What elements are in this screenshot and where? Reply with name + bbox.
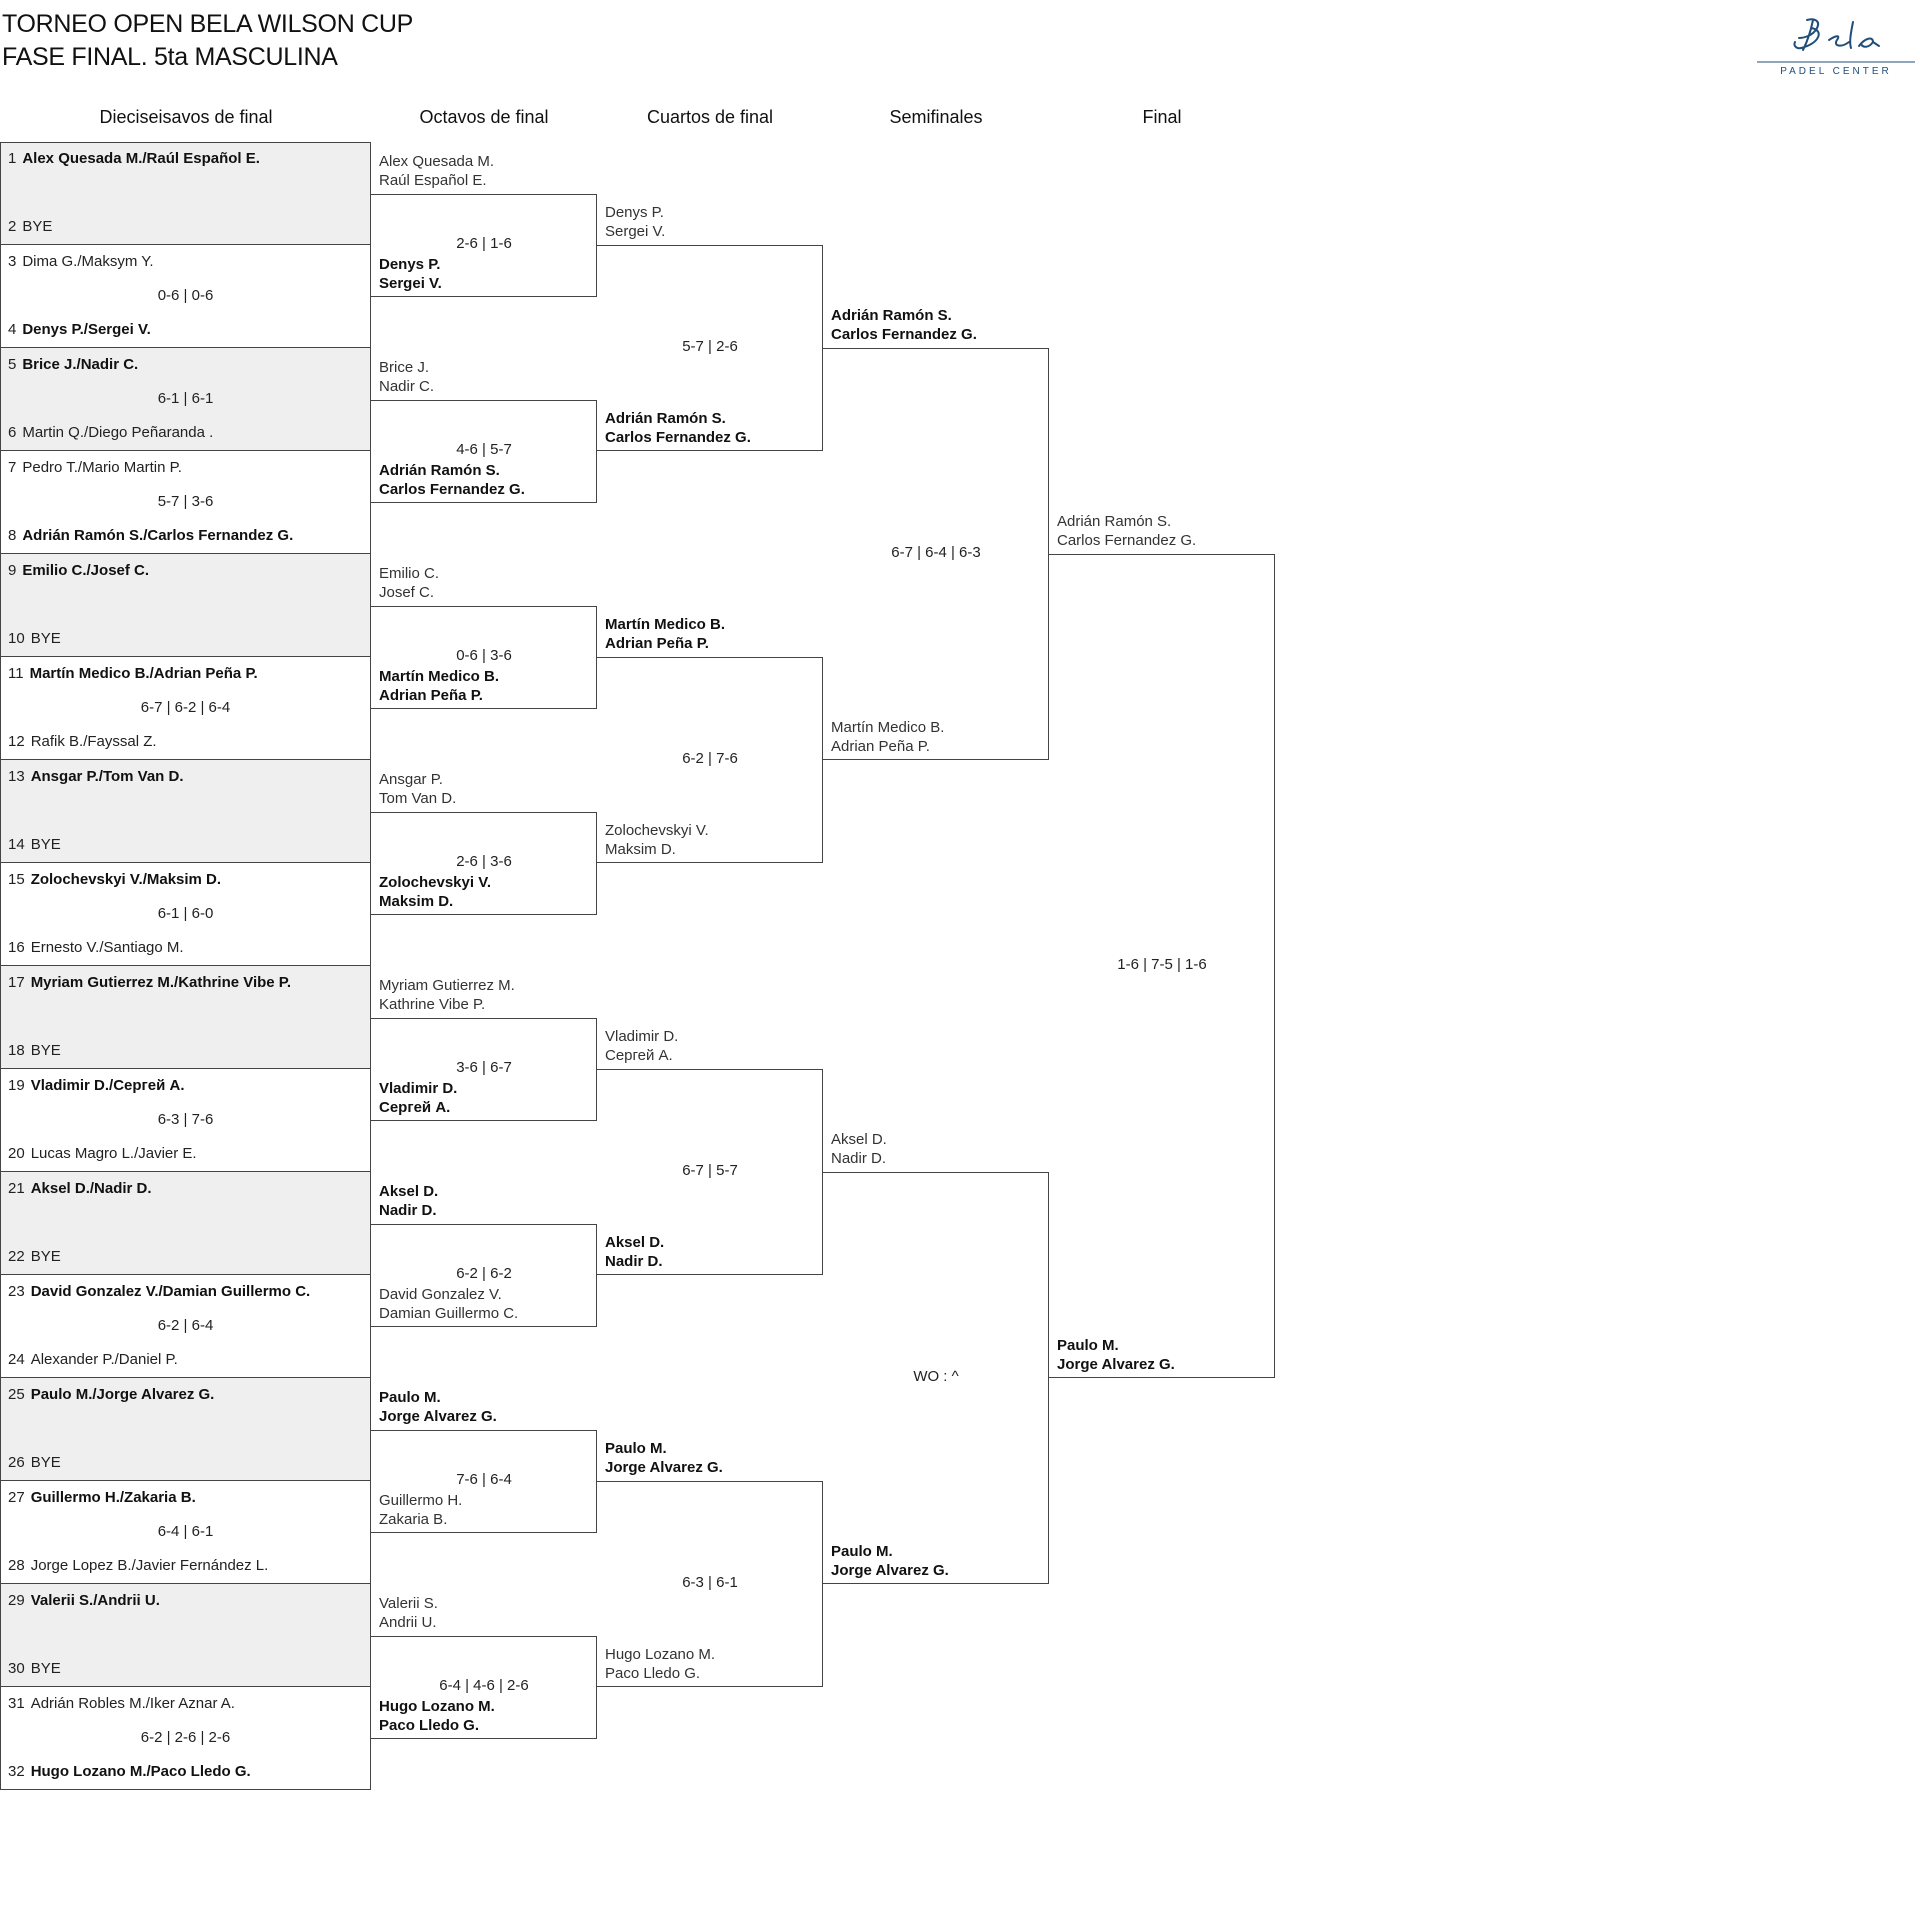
player-name: Ansgar P. bbox=[379, 770, 443, 788]
player-name: Adrian Peña P. bbox=[605, 635, 709, 652]
player-name: Zakaria B. bbox=[379, 1510, 448, 1528]
player-name: Adrian Peña P. bbox=[379, 686, 483, 704]
seed-number: 5 bbox=[8, 356, 17, 373]
round-header-2: Octavos de final bbox=[419, 107, 549, 127]
seed-number: 14 bbox=[8, 836, 25, 853]
seed-number: 9 bbox=[8, 562, 17, 579]
seed-number: 25 bbox=[8, 1386, 25, 1403]
team-entry[interactable] bbox=[379, 1182, 438, 1220]
seed-number: 11 bbox=[8, 665, 24, 682]
team-entry[interactable] bbox=[379, 770, 456, 808]
team-entry[interactable] bbox=[8, 1283, 310, 1300]
player-name: Sergei V. bbox=[605, 223, 666, 240]
team-entry[interactable] bbox=[8, 218, 52, 235]
player-name: Maksim D. bbox=[379, 892, 454, 910]
team-name: Dima G./Maksym Y. bbox=[22, 253, 154, 270]
match-score: 6-2 | 6-2 bbox=[456, 1265, 512, 1282]
match-score: 5-7 | 2-6 bbox=[682, 338, 738, 355]
team-entry[interactable] bbox=[8, 1454, 61, 1471]
match-score: 5-7 | 3-6 bbox=[157, 493, 214, 510]
team-entry[interactable] bbox=[8, 1145, 197, 1162]
round-header-1: Dieciseisavos de final bbox=[99, 107, 273, 127]
team-name: Martín Medico B./Adrian Peña P. bbox=[29, 665, 258, 682]
team-entry[interactable] bbox=[8, 1592, 160, 1609]
match-score: 6-4 | 6-1 bbox=[157, 1523, 214, 1540]
team-entry[interactable] bbox=[8, 871, 221, 888]
team-name: Rafik B./Fayssal Z. bbox=[30, 733, 157, 750]
player-name: Nadir D. bbox=[379, 1201, 437, 1219]
player-name: Paco Lledo G. bbox=[379, 1716, 480, 1734]
match-score: 6-7 | 5-7 bbox=[682, 1162, 738, 1179]
team-name: Vladimir D./Сергей А. bbox=[30, 1077, 185, 1094]
player-name: Aksel D. bbox=[831, 1131, 887, 1148]
match-score: 6-2 | 2-6 | 2-6 bbox=[140, 1729, 231, 1746]
seed-number: 27 bbox=[8, 1489, 25, 1506]
player-name: Carlos Fernandez G. bbox=[831, 326, 977, 343]
team-name: Lucas Magro L./Javier E. bbox=[30, 1145, 197, 1162]
team-entry[interactable] bbox=[8, 836, 61, 853]
team-name: Valerii S./Andrii U. bbox=[30, 1592, 160, 1609]
player-name: Paulo M. bbox=[605, 1440, 667, 1457]
player-name: Brice J. bbox=[379, 358, 430, 376]
team-entry[interactable] bbox=[8, 939, 184, 956]
team-entry[interactable] bbox=[1057, 1336, 1175, 1374]
team-entry[interactable] bbox=[8, 1077, 185, 1094]
seed-number: 8 bbox=[8, 527, 17, 544]
match-score: 6-7 | 6-2 | 6-4 bbox=[140, 699, 231, 716]
round-header-3: Cuartos de final bbox=[646, 107, 774, 127]
seed-number: 3 bbox=[8, 253, 17, 270]
player-name: Сергей А. bbox=[605, 1047, 673, 1064]
player-name: Carlos Fernandez G. bbox=[605, 429, 751, 446]
match-score: 6-7 | 6-4 | 6-3 bbox=[891, 544, 981, 561]
team-name: Brice J./Nadir C. bbox=[22, 356, 139, 373]
seed-number: 6 bbox=[8, 424, 17, 441]
team-entry[interactable] bbox=[8, 665, 258, 682]
match-score: 6-3 | 7-6 bbox=[157, 1111, 214, 1128]
match-score: 6-1 | 6-1 bbox=[157, 390, 214, 407]
seed-number: 22 bbox=[8, 1248, 25, 1265]
team-entry[interactable] bbox=[379, 1388, 497, 1426]
player-name: Vladimir D. bbox=[605, 1028, 679, 1045]
player-name: Adrián Ramón S. bbox=[605, 410, 726, 427]
team-entry[interactable] bbox=[1057, 512, 1196, 550]
team-entry[interactable] bbox=[831, 306, 977, 344]
team-entry[interactable] bbox=[8, 974, 291, 991]
team-name: BYE bbox=[30, 836, 61, 853]
seed-number: 19 bbox=[8, 1077, 25, 1094]
seed-number: 32 bbox=[8, 1763, 25, 1780]
player-name: Emilio C. bbox=[379, 564, 440, 582]
seed-number: 13 bbox=[8, 768, 25, 785]
seed-number: 4 bbox=[8, 321, 17, 338]
team-name: Jorge Lopez B./Javier Fernández L. bbox=[30, 1557, 269, 1574]
player-name: Zolochevskyi V. bbox=[605, 822, 709, 839]
match-score: 4-6 | 5-7 bbox=[456, 441, 512, 458]
player-name: Tom Van D. bbox=[379, 789, 457, 807]
team-entry[interactable] bbox=[831, 718, 944, 756]
player-name: Damian Guillermo C. bbox=[379, 1304, 519, 1322]
player-name: Adrián Ramón S. bbox=[1057, 513, 1172, 530]
match-score: 6-4 | 4-6 | 2-6 bbox=[439, 1677, 529, 1694]
team-name: Guillermo H./Zakaria B. bbox=[30, 1489, 196, 1506]
seed-number: 31 bbox=[8, 1695, 25, 1712]
player-name: Denys P. bbox=[605, 204, 664, 221]
team-entry[interactable] bbox=[8, 1660, 61, 1677]
team-entry[interactable] bbox=[379, 1079, 457, 1117]
player-name: Kathrine Vibe P. bbox=[379, 995, 486, 1013]
match-score: 0-6 | 3-6 bbox=[456, 647, 512, 664]
team-name: BYE bbox=[30, 630, 61, 647]
team-entry[interactable] bbox=[8, 1042, 61, 1059]
round-header-5: Final bbox=[1142, 107, 1182, 127]
team-entry[interactable] bbox=[379, 667, 499, 705]
seed-number: 29 bbox=[8, 1592, 25, 1609]
team-name: Adrián Robles M./Iker Aznar A. bbox=[30, 1695, 235, 1712]
seed-number: 28 bbox=[8, 1557, 25, 1574]
player-name: Josef C. bbox=[379, 583, 435, 601]
seed-number: 12 bbox=[8, 733, 25, 750]
seed-number: 20 bbox=[8, 1145, 25, 1162]
team-entry[interactable] bbox=[8, 733, 157, 750]
team-entry[interactable] bbox=[8, 1386, 214, 1403]
match-score: 2-6 | 3-6 bbox=[456, 853, 512, 870]
team-entry[interactable] bbox=[605, 1233, 664, 1271]
title-line-1: TORNEO OPEN BELA WILSON CUP bbox=[2, 10, 413, 38]
logo-subtitle: PADEL CENTER bbox=[1780, 66, 1892, 77]
match-score: 6-2 | 6-4 bbox=[157, 1317, 214, 1334]
team-entry[interactable] bbox=[8, 562, 149, 579]
match-score: 6-1 | 6-0 bbox=[157, 905, 214, 922]
match-score: 1-6 | 7-5 | 1-6 bbox=[1117, 956, 1207, 973]
team-entry[interactable] bbox=[831, 1542, 949, 1580]
team-name: Zolochevskyi V./Maksim D. bbox=[30, 871, 222, 888]
team-entry[interactable] bbox=[8, 356, 138, 373]
team-name: Hugo Lozano M./Paco Lledo G. bbox=[30, 1763, 251, 1780]
player-name: Nadir D. bbox=[831, 1150, 887, 1167]
seed-number: 16 bbox=[8, 939, 25, 956]
team-entry[interactable] bbox=[379, 461, 525, 499]
team-entry[interactable] bbox=[8, 321, 151, 338]
team-name: Emilio C./Josef C. bbox=[22, 562, 150, 579]
team-entry[interactable] bbox=[8, 459, 182, 476]
team-entry[interactable] bbox=[605, 1027, 678, 1065]
team-entry[interactable] bbox=[379, 255, 442, 293]
player-name: Сергей А. bbox=[379, 1098, 451, 1116]
player-name: Carlos Fernandez G. bbox=[379, 480, 525, 498]
team-entry[interactable] bbox=[379, 976, 515, 1014]
player-name: Valerii S. bbox=[379, 1594, 438, 1612]
round-header-4: Semifinales bbox=[889, 107, 983, 127]
team-name: BYE bbox=[30, 1248, 61, 1265]
seed-number: 30 bbox=[8, 1660, 25, 1677]
team-entry[interactable] bbox=[831, 1130, 887, 1168]
match-score: 6-3 | 6-1 bbox=[682, 1574, 738, 1591]
player-name: Jorge Alvarez G. bbox=[831, 1562, 949, 1579]
team-entry[interactable] bbox=[8, 253, 153, 270]
player-name: Paulo M. bbox=[831, 1543, 893, 1560]
player-name: Carlos Fernandez G. bbox=[1057, 532, 1197, 549]
seed-number: 2 bbox=[8, 218, 17, 235]
team-entry[interactable] bbox=[379, 1491, 462, 1529]
seed-number: 1 bbox=[8, 150, 17, 167]
player-name: Adrian Peña P. bbox=[831, 738, 930, 755]
team-name: BYE bbox=[30, 1454, 61, 1471]
team-entry[interactable] bbox=[8, 1248, 61, 1265]
team-name: Ernesto V./Santiago M. bbox=[30, 939, 184, 956]
team-name: BYE bbox=[30, 1660, 61, 1677]
team-entry[interactable] bbox=[8, 1489, 196, 1506]
player-name: Aksel D. bbox=[379, 1182, 439, 1200]
match-score: 7-6 | 6-4 bbox=[456, 1471, 512, 1488]
seed-number: 18 bbox=[8, 1042, 25, 1059]
team-entry[interactable] bbox=[8, 527, 293, 544]
team-entry[interactable] bbox=[379, 564, 439, 602]
player-name: Aksel D. bbox=[605, 1234, 665, 1251]
team-name: Adrián Ramón S./Carlos Fernandez G. bbox=[22, 527, 294, 544]
player-name: Adrián Ramón S. bbox=[379, 461, 500, 479]
player-name: Paulo M. bbox=[379, 1388, 441, 1406]
player-name: Sergei V. bbox=[379, 274, 442, 292]
player-name: Martín Medico B. bbox=[379, 667, 500, 685]
team-entry[interactable] bbox=[379, 1594, 438, 1632]
title-line-2: FASE FINAL. 5ta MASCULINA bbox=[2, 43, 338, 71]
team-entry[interactable] bbox=[8, 1695, 235, 1712]
player-name: Jorge Alvarez G. bbox=[1057, 1356, 1175, 1373]
seed-number: 10 bbox=[8, 630, 25, 647]
player-name: Adrián Ramón S. bbox=[831, 307, 952, 324]
team-name: BYE bbox=[30, 1042, 61, 1059]
player-name: Paco Lledo G. bbox=[605, 1665, 701, 1682]
seed-number: 23 bbox=[8, 1283, 25, 1300]
team-entry[interactable] bbox=[605, 1439, 723, 1477]
player-name: Guillermo H. bbox=[379, 1491, 463, 1509]
player-name: Zolochevskyi V. bbox=[379, 873, 492, 891]
player-name: Hugo Lozano M. bbox=[379, 1697, 495, 1715]
team-entry[interactable] bbox=[8, 1557, 268, 1574]
team-entry[interactable] bbox=[379, 873, 491, 911]
player-name: Jorge Alvarez G. bbox=[605, 1459, 723, 1476]
seed-number: 26 bbox=[8, 1454, 25, 1471]
player-name: Nadir C. bbox=[379, 377, 435, 395]
player-name: Myriam Gutierrez M. bbox=[379, 976, 515, 994]
team-name: Alexander P./Daniel P. bbox=[30, 1351, 178, 1368]
team-entry[interactable] bbox=[605, 615, 725, 653]
player-name: Martín Medico B. bbox=[605, 616, 726, 633]
team-entry[interactable] bbox=[379, 152, 494, 190]
team-name: Aksel D./Nadir D. bbox=[30, 1180, 152, 1197]
seed-number: 15 bbox=[8, 871, 25, 888]
team-name: Alex Quesada M./Raúl Español E. bbox=[22, 150, 260, 167]
player-name: Martín Medico B. bbox=[831, 719, 945, 736]
team-entry[interactable] bbox=[605, 821, 709, 859]
team-entry[interactable] bbox=[379, 1285, 518, 1323]
team-entry[interactable] bbox=[379, 358, 434, 396]
team-entry[interactable] bbox=[379, 1697, 495, 1735]
match-score: 0-6 | 0-6 bbox=[157, 287, 214, 304]
match-score: 3-6 | 6-7 bbox=[456, 1059, 512, 1076]
player-name: Nadir D. bbox=[605, 1253, 663, 1270]
player-name: Maksim D. bbox=[605, 841, 676, 858]
player-name: Jorge Alvarez G. bbox=[379, 1407, 497, 1425]
team-entry[interactable] bbox=[8, 630, 61, 647]
player-name: Andrii U. bbox=[379, 1613, 437, 1631]
match-score: WO : ^ bbox=[913, 1368, 959, 1385]
player-name: Denys P. bbox=[379, 255, 441, 273]
seed-number: 21 bbox=[8, 1180, 25, 1197]
team-entry[interactable] bbox=[605, 409, 751, 447]
match-score: 2-6 | 1-6 bbox=[456, 235, 512, 252]
team-name: Paulo M./Jorge Alvarez G. bbox=[30, 1386, 215, 1403]
seed-number: 17 bbox=[8, 974, 25, 991]
bela-logo-mark bbox=[1755, 8, 1920, 78]
team-entry[interactable] bbox=[8, 1180, 152, 1197]
player-name: David Gonzalez V. bbox=[379, 1285, 502, 1303]
team-entry[interactable] bbox=[8, 424, 213, 441]
tournament-title bbox=[2, 8, 413, 74]
player-name: Alex Quesada M. bbox=[379, 152, 495, 170]
team-entry[interactable] bbox=[8, 768, 184, 785]
team-name: BYE bbox=[22, 218, 53, 235]
bela-logo bbox=[1755, 8, 1920, 78]
player-name: Raúl Español E. bbox=[379, 171, 487, 189]
team-entry[interactable] bbox=[8, 1763, 251, 1780]
team-entry[interactable] bbox=[605, 1645, 715, 1683]
team-name: Ansgar P./Tom Van D. bbox=[30, 768, 184, 785]
team-entry[interactable] bbox=[605, 203, 665, 241]
team-name: Denys P./Sergei V. bbox=[22, 321, 151, 338]
seed-number: 24 bbox=[8, 1351, 25, 1368]
team-entry[interactable] bbox=[8, 150, 260, 167]
team-name: Martin Q./Diego Peñaranda . bbox=[22, 424, 214, 441]
team-entry[interactable] bbox=[8, 1351, 178, 1368]
player-name: Hugo Lozano M. bbox=[605, 1646, 716, 1663]
match-score: 6-2 | 7-6 bbox=[682, 750, 738, 767]
team-name: Myriam Gutierrez M./Kathrine Vibe P. bbox=[30, 974, 292, 991]
team-name: David Gonzalez V./Damian Guillermo C. bbox=[30, 1283, 311, 1300]
player-name: Vladimir D. bbox=[379, 1079, 458, 1097]
player-name: Paulo M. bbox=[1057, 1337, 1119, 1354]
seed-number: 7 bbox=[8, 459, 17, 476]
team-name: Pedro T./Mario Martin P. bbox=[22, 459, 182, 476]
